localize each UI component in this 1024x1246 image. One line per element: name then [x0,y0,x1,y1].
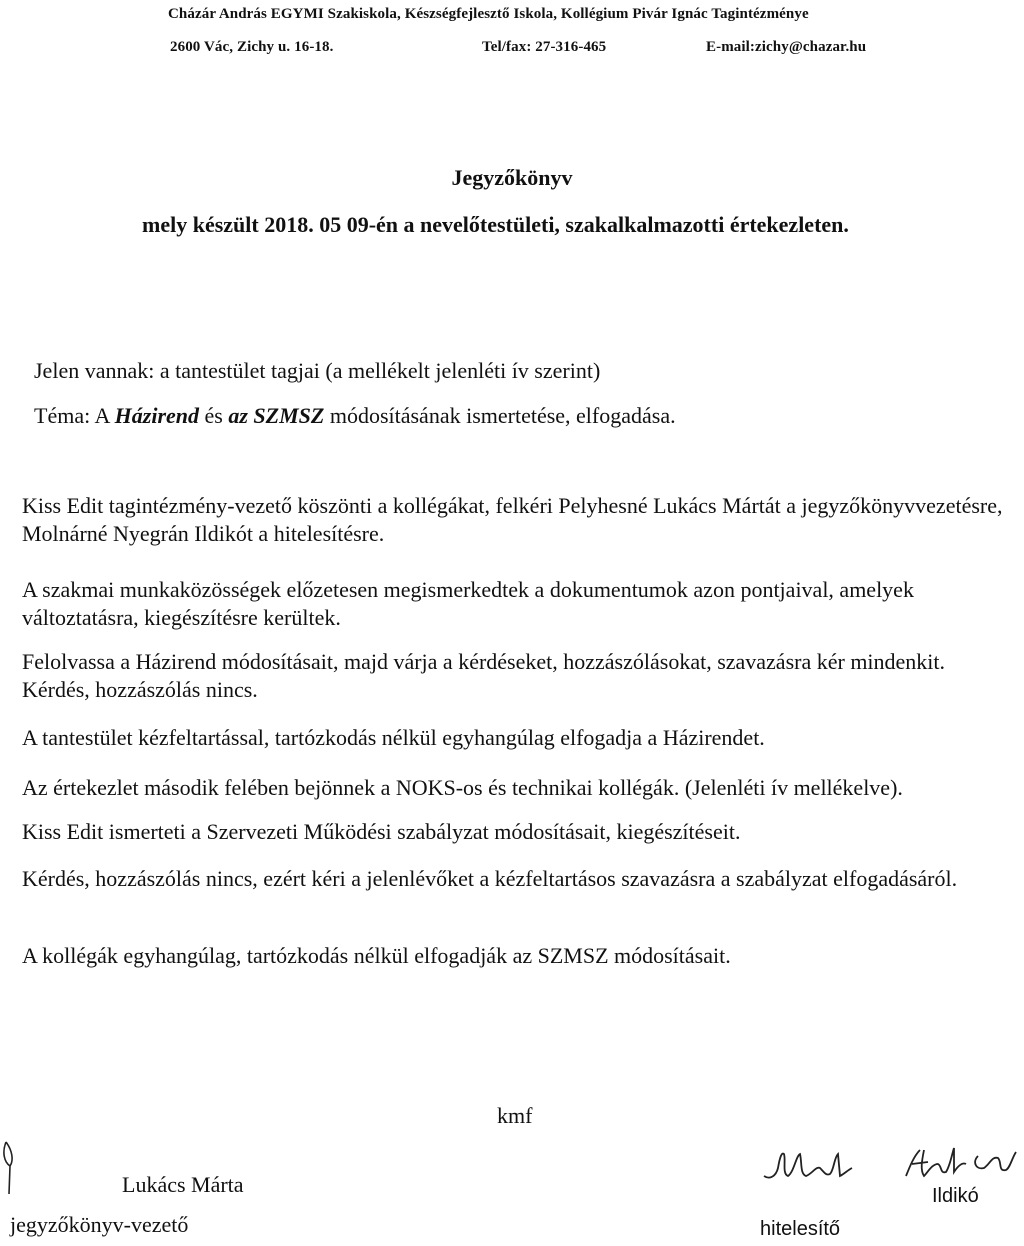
paragraph: Kiss Edit ismerteti a Szervezeti Működési szabályzat módosításait, kiegészítéseit. [22,819,741,844]
topic-doc2: az SZMSZ [228,403,325,428]
paragraph: Kiss Edit tagintézmény-vezető köszönti a kollégákat, felkéri Pelyhesné Lukács Mártát a jegyzőkönyvvezetésre, Molnárné Nyegrán Ildikót a hitelesítésre. [22,493,1003,546]
document-title: Jegyzőkönyv [451,165,573,190]
phone: Tel/fax: 27-316-465 [482,39,607,55]
paragraph: A tantestület kézfeltartással, tartózkodás nélkül egyhangúlag elfogadja a Házirendet. [22,725,765,750]
document-subtitle: mely készült 2018. 05 09-én a nevelőtestületi, szakalkalmazotti értekezleten. [142,212,849,237]
topic-doc1: Házirend [114,403,200,428]
topic-suffix: módosításának ismertetése, elfogadása. [329,403,676,428]
paragraph: A szakmai munkaközösségek előzetesen megismerkedtek a dokumentumok azon pontjaival, amelyek változtatásra, kiegészítésre kerültek. [22,577,914,630]
institution-name: Cházár András EGYMI Szakiskola, Készségfejlesztő Iskola, Kollégium Pivár Ignác Tagintézménye [168,6,809,22]
address: 2600 Vác, Zichy u. 16-18. [170,39,334,55]
email: E-mail:zichy@chazar.hu [706,39,867,55]
paragraph: A kollégák egyhangúlag, tartózkodás nélkül elfogadják az SZMSZ módosításait. [22,943,731,968]
signer-left-name: Lukács Márta [122,1172,244,1197]
signer-right-role: hitelesítő [760,1218,841,1240]
signature-left [0,1140,30,1200]
signature-middle [760,1146,880,1186]
paragraph: Az értekezlet második felében bejönnek a NOKS-os és technikai kollégák. (Jelenléti ív mellékelve). [22,775,903,800]
paragraph: Felolvassa a Házirend módosításait, majd várja a kérdéseket, hozzászólásokat, szavazásra kér mindenkit. Kérdés, hozzászólás nincs. [22,649,946,702]
signer-right-name: Ildikó [932,1185,979,1207]
topic-line [34,403,676,429]
attendance-line: Jelen vannak: a tantestület tagjai (a mellékelt jelenléti ív szerint) [34,358,601,383]
signer-left-role: jegyzőkönyv-vezető [10,1212,189,1237]
closing-mark: kmf [497,1103,533,1128]
signature-right [898,1142,1024,1182]
paragraph: Kérdés, hozzászólás nincs, ezért kéri a jelenlévőket a kézfeltartásos szavazásra a szabályzat elfogadásáról. [22,866,958,891]
topic-prefix: Téma: A [34,403,110,428]
topic-mid: és [204,403,223,428]
